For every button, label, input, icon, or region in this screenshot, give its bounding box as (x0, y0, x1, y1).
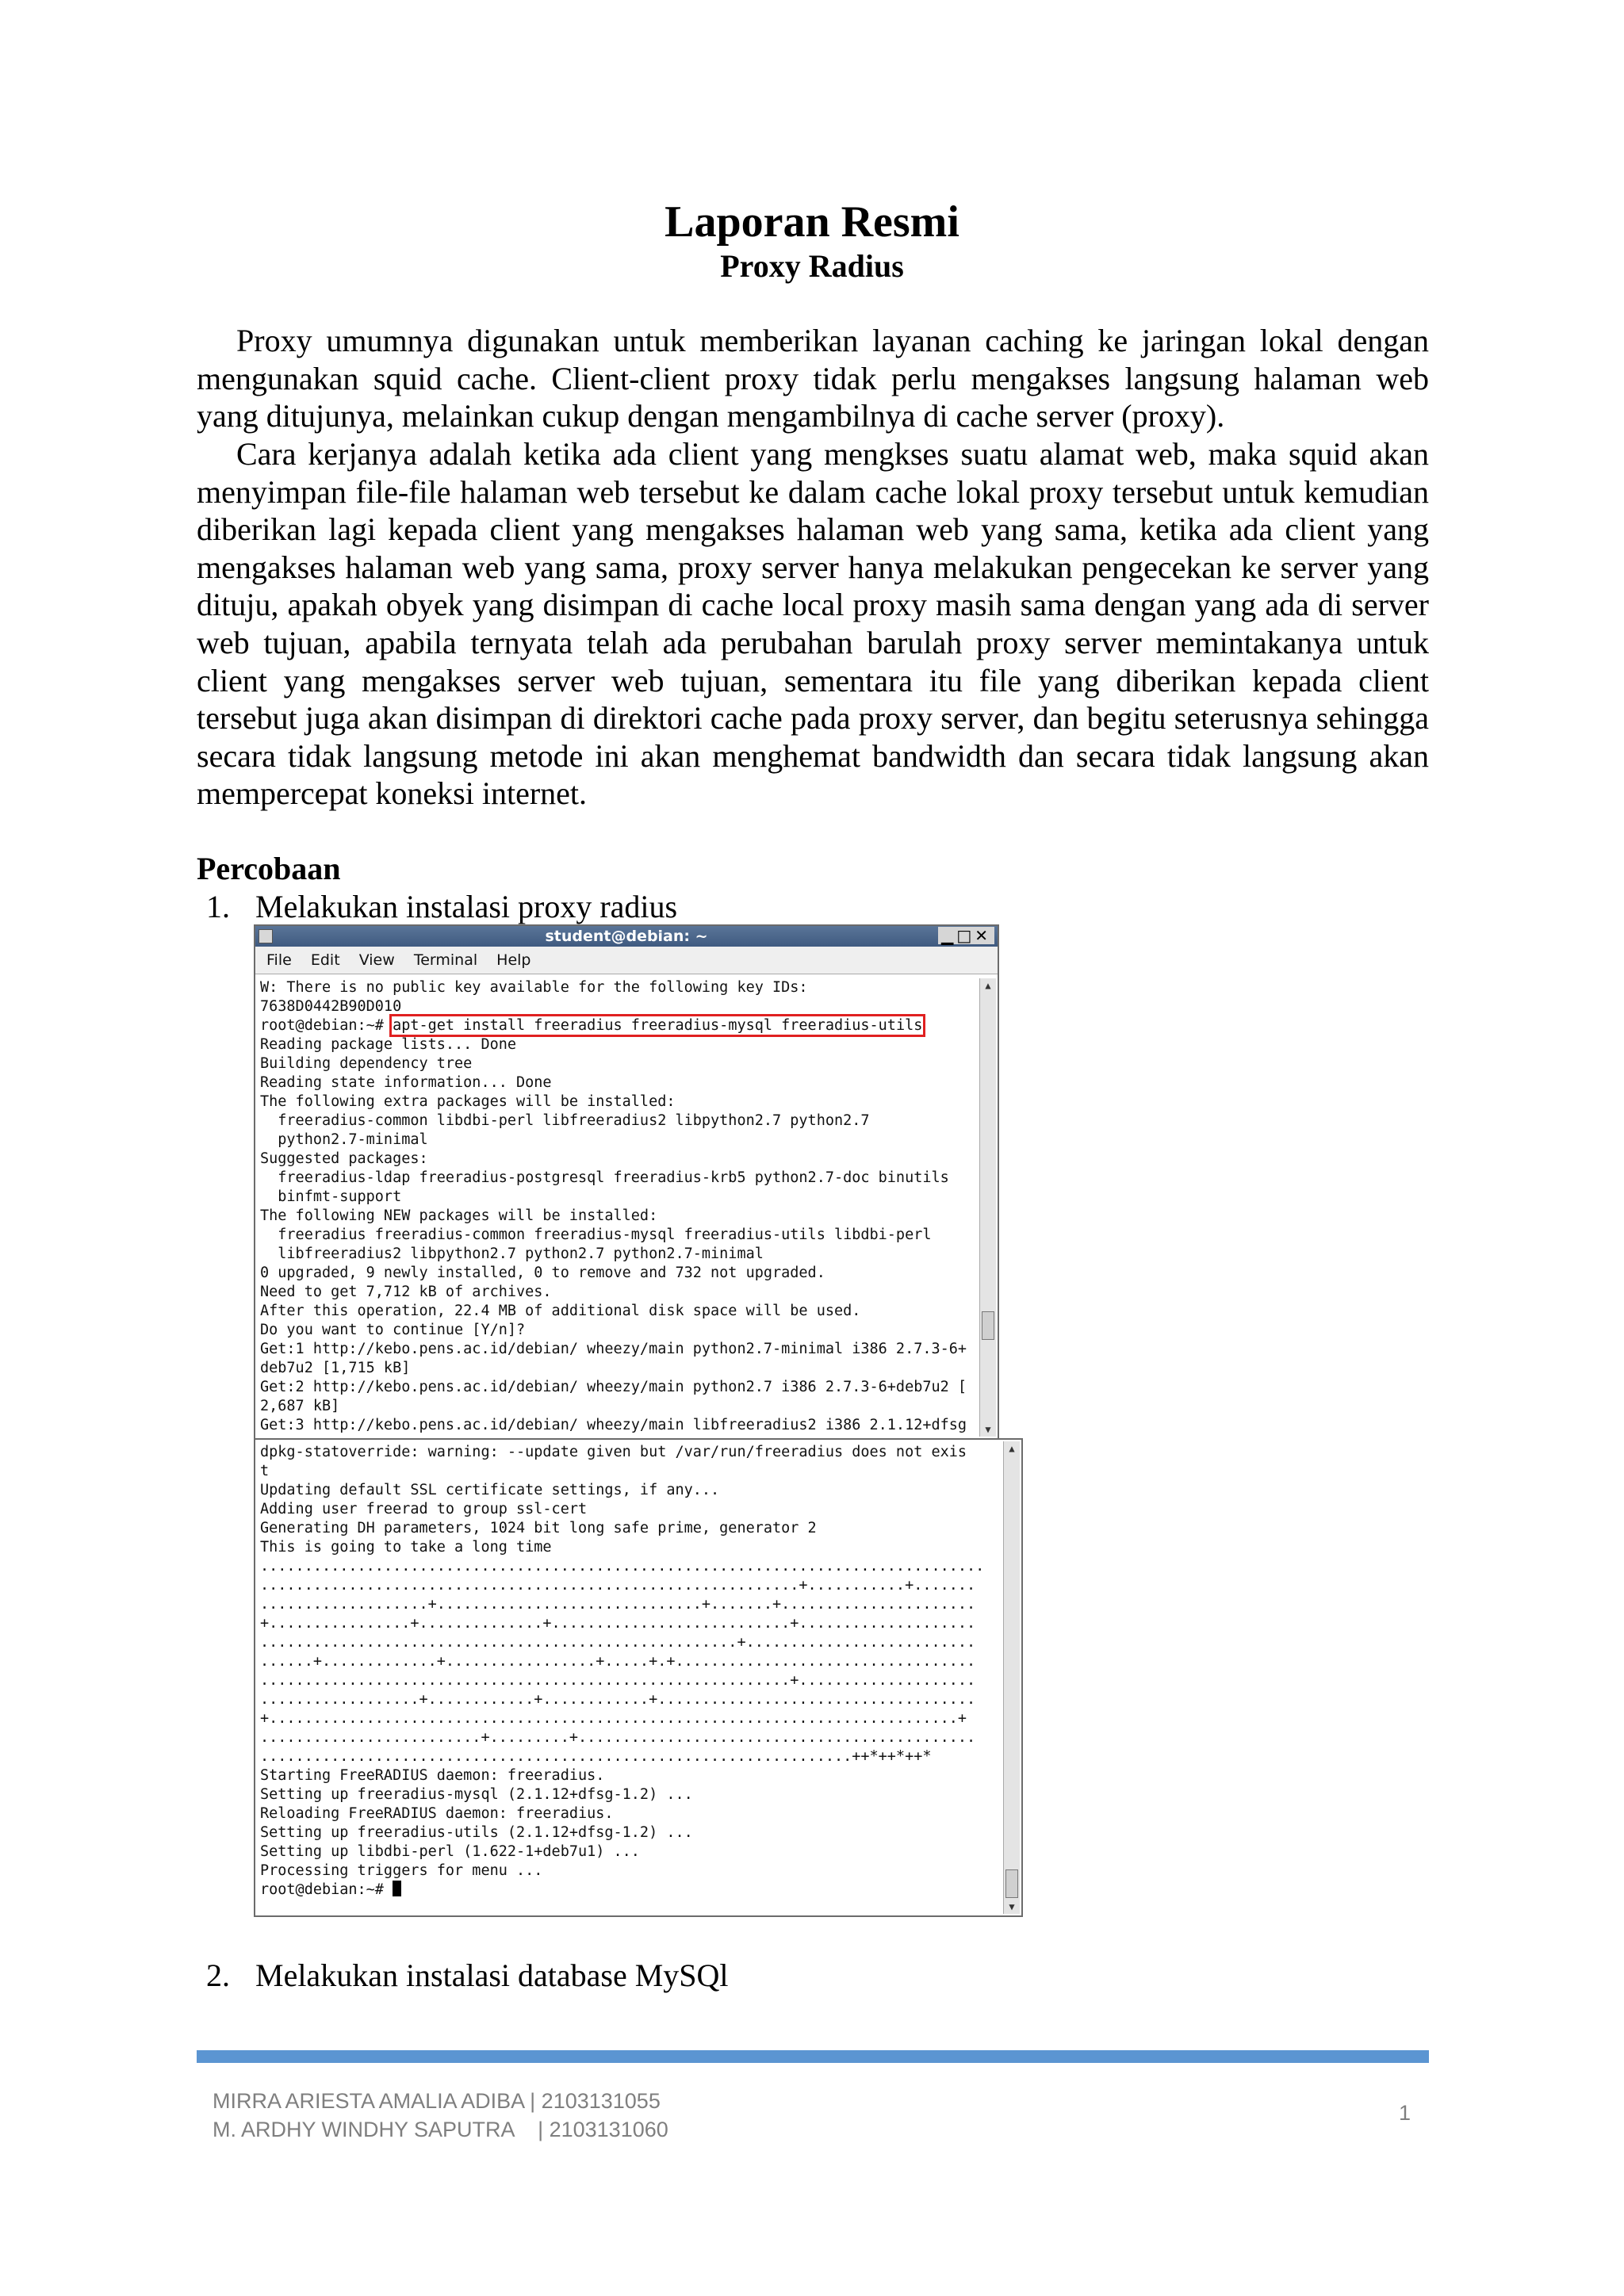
step-number: 2. (206, 1957, 230, 1993)
highlighted-command: apt-get install freeradius freeradius-mysql freeradius-utils (393, 1017, 923, 1034)
terminal-output-lines (260, 1035, 977, 1435)
terminal-line: Need to get 7,712 kB of archives. (260, 1284, 552, 1300)
terminal-line: Generating DH parameters, 1024 bit long safe prime, generator 2 (260, 1520, 817, 1536)
terminal-line: W: There is no public key available for the following key IDs: (260, 979, 808, 996)
step-text: Melakukan instalasi database MySQl (255, 1957, 729, 1993)
terminal-line: freeradius-ldap freeradius-postgresql freeradius-krb5 python2.7-doc binutils (260, 1169, 949, 1186)
window-menu-icon[interactable] (259, 929, 273, 943)
terminal-titlebar (255, 926, 998, 947)
terminal-line: freeradius-common libdbi-perl libfreeradius2 libpython2.7 python2.7 (260, 1112, 870, 1129)
terminal-line: Setting up freeradius-utils (2.1.12+dfsg-1.2) ... (260, 1824, 693, 1841)
cursor (393, 1881, 401, 1896)
menu-edit[interactable]: Edit (310, 951, 340, 969)
close-icon[interactable]: ✕ (975, 926, 991, 945)
terminal-scrollbar[interactable] (979, 978, 996, 1437)
terminal-window-2 (254, 1438, 1023, 1917)
scrollbar-thumb[interactable] (1005, 1869, 1018, 1898)
terminal-output (260, 978, 977, 1437)
scroll-up-icon[interactable]: ▲ (1009, 1443, 1015, 1454)
terminal-line: Reading state information... Done (260, 1074, 552, 1091)
terminal-window-1 (254, 924, 999, 1440)
footer-author-1: MIRRA ARIESTA AMALIA ADIBA | 2103131055 (213, 2089, 661, 2113)
terminal-line: Building dependency tree (260, 1055, 473, 1072)
terminal-line: Setting up freeradius-mysql (2.1.12+dfsg-1.2) ... (260, 1786, 693, 1803)
scroll-down-icon[interactable]: ▼ (1009, 1901, 1015, 1912)
section-heading: Percobaan (197, 851, 341, 886)
terminal-line: After this operation, 22.4 MB of additional disk space will be used. (260, 1303, 861, 1319)
terminal-line: +..............................................................................+ (260, 1710, 967, 1727)
terminal-line: ...................+..............................+.......+...................... (260, 1596, 976, 1613)
minimize-icon[interactable]: ▁ (940, 926, 957, 945)
terminal-line: Suggested packages: (260, 1150, 428, 1167)
terminal-line: .........................+.........+............................................. (260, 1729, 976, 1746)
terminal-line: ............................................................+.................... (260, 1672, 976, 1689)
menu-help[interactable]: Help (496, 951, 531, 969)
step-text: Melakukan instalasi proxy radius (255, 889, 678, 924)
terminal-output-lines (260, 1443, 1001, 1881)
terminal-line: freeradius freeradius-common freeradius-mysql freeradius-utils libdbi-perl (260, 1226, 932, 1243)
terminal-output (260, 1443, 1001, 1914)
terminal-line: dpkg-statoverride: warning: --update given but /var/run/freeradius does not exis (260, 1444, 967, 1460)
terminal-title: student@debian: ~ (545, 928, 708, 945)
page-title: Laporan Resmi (665, 197, 959, 247)
intro-paragraph-1: Proxy umumnya digunakan untuk memberikan layanan caching ke jaringan lokal dengan mengunakan squid cache. Client-client proxy tidak perlu mengakses langsung halaman web yang ditujunya, melainkan cukup dengan mengambilnya di cache server (proxy). (197, 323, 1429, 434)
terminal-line: .................................................................................. (260, 1558, 985, 1575)
terminal-line: Starting FreeRADIUS daemon: freeradius. (260, 1767, 605, 1784)
terminal-line: Updating default SSL certificate settings, if any... (260, 1482, 720, 1498)
maximize-icon[interactable]: □ (956, 926, 975, 945)
footer-rule (197, 2050, 1429, 2063)
terminal-line: Processing triggers for menu ... (260, 1862, 543, 1879)
command-line (260, 1016, 977, 1035)
window-controls[interactable] (938, 927, 994, 944)
step-item (206, 1957, 729, 1995)
shell-prompt: root@debian:~# (260, 1881, 393, 1898)
page-subtitle: Proxy Radius (720, 248, 904, 284)
terminal-line: deb7u2 [1,715 kB] (260, 1360, 411, 1376)
terminal-line: ......................................................+.......................... (260, 1634, 976, 1651)
terminal-line: The following NEW packages will be installed: (260, 1207, 658, 1224)
step-item (206, 888, 677, 926)
terminal-line: This is going to take a long time (260, 1539, 552, 1556)
terminal-line: Get:3 http://kebo.pens.ac.id/debian/ wheezy/main libfreeradius2 i386 2.1.12+dfsg (260, 1417, 967, 1433)
step-number: 1. (206, 889, 230, 924)
terminal-line: python2.7-minimal (260, 1131, 428, 1148)
terminal-line: Get:2 http://kebo.pens.ac.id/debian/ wheezy/main python2.7 i386 2.7.3-6+deb7u2 [ (260, 1379, 967, 1395)
menu-file[interactable]: File (266, 951, 292, 969)
command-line (260, 1881, 1001, 1900)
menu-terminal[interactable]: Terminal (413, 951, 478, 969)
terminal-line: binfmt-support (260, 1188, 402, 1205)
terminal-line: ......+.............+.................+.....+.+.................................. (260, 1653, 976, 1670)
terminal-menubar (255, 947, 998, 974)
terminal-line: .............................................................+...........+....... (260, 1577, 976, 1594)
shell-prompt: root@debian:~# (260, 1017, 393, 1034)
terminal-line: Get:1 http://kebo.pens.ac.id/debian/ wheezy/main python2.7-minimal i386 2.7.3-6+ (260, 1341, 967, 1357)
scroll-down-icon[interactable]: ▼ (985, 1424, 991, 1435)
terminal-line: 2,687 kB] (260, 1398, 340, 1414)
terminal-line: t (260, 1463, 270, 1479)
terminal-scrollbar[interactable] (1003, 1441, 1020, 1914)
terminal-line: Reading package lists... Done (260, 1036, 517, 1053)
intro-paragraph-2: Cara kerjanya adalah ketika ada client yang mengkses suatu alamat web, maka squid akan menyimpan file-file halaman web tersebut ke dalam cache lokal proxy tersebut untuk kemudian diberikan lagi kepada client yang mengakses halaman web yang sama, ketika ada client yang mengakses halaman web yang sama, proxy server hanya melakukan pengecekan ke server yang dituju, apakah obyek yang disimpan di cache local proxy masih sama dengan yang ada di server web tujuan, apabila ternyata telah ada perubahan barulah proxy server memintakanya untuk client yang mengakses server web tujuan, sementara itu file yang diberikan kepada client tersebut juga akan disimpan di direktori cache pada proxy server, dan begitu seterusnya sehingga secara tidak langsung metode ini akan menghemat bandwidth dan secara tidak langsung akan mempercepat koneksi internet. (197, 436, 1429, 812)
terminal-line: The following extra packages will be installed: (260, 1093, 676, 1110)
footer-author-2: M. ARDHY WINDHY SAPUTRA | 2103131060 (213, 2118, 668, 2141)
terminal-line: Setting up libdbi-perl (1.622-1+deb7u1) ... (260, 1843, 640, 1860)
terminal-line: ...................................................................++*++*++* (260, 1748, 932, 1765)
scroll-up-icon[interactable]: ▲ (985, 980, 991, 991)
terminal-line: libfreeradius2 libpython2.7 python2.7 python2.7-minimal (260, 1246, 764, 1262)
terminal-line: 7638D0442B90D010 (260, 998, 402, 1015)
terminal-line: Adding user freerad to group ssl-cert (260, 1501, 588, 1517)
page-number: 1 (1399, 2101, 1411, 2125)
terminal-line: +................+..............+...........................+.................... (260, 1615, 976, 1632)
terminal-line: ..................+............+............+.................................... (260, 1691, 976, 1708)
terminal-line: 0 upgraded, 9 newly installed, 0 to remove and 732 not upgraded. (260, 1265, 825, 1281)
terminal-line: Reloading FreeRADIUS daemon: freeradius. (260, 1805, 614, 1822)
terminal-line: Do you want to continue [Y/n]? (260, 1322, 526, 1338)
scrollbar-thumb[interactable] (982, 1311, 994, 1340)
menu-view[interactable]: View (358, 951, 395, 969)
